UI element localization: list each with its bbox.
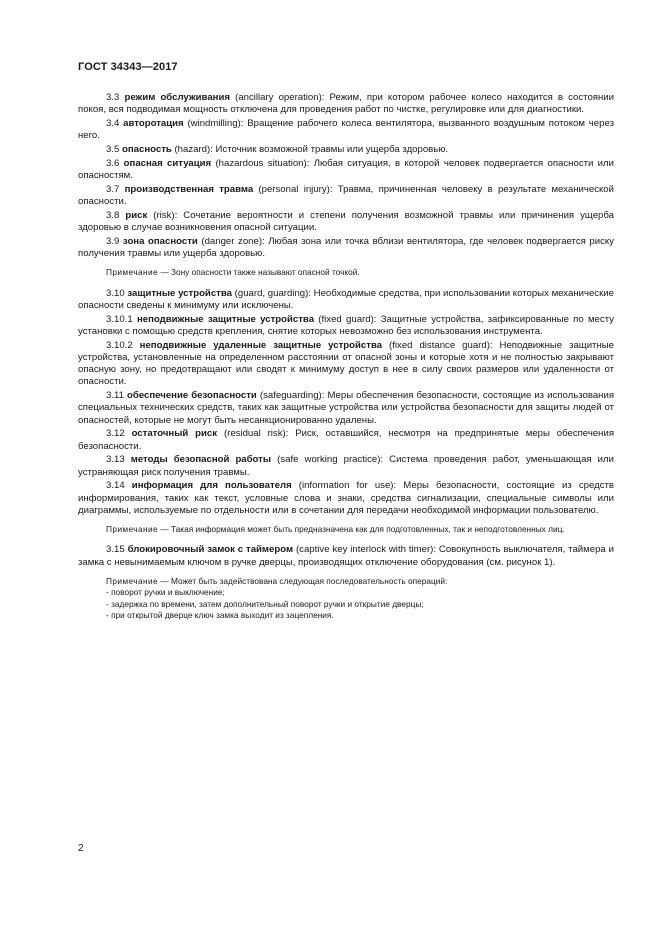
definition-number: 3.8 [106,209,120,221]
note-list-item: - поворот ручки и выключение; [106,587,225,598]
term: информация для пользователя [131,480,292,492]
term: методы безопасной работы [130,454,272,466]
definition-3-12 [78,428,614,452]
page-header-title: ГОСТ 34343—2017 [78,61,178,73]
note-sequence [78,576,614,622]
definition-3-15 [78,544,614,568]
definition-number: 3.10.1 [106,313,133,325]
definition-number: 3.12 [106,428,125,440]
definition-text: (safeguarding): Меры обеспечения безопасности, состоящие из использования специальных технических средств, таких как защитные устройства или устройства безопасности для защиты людей от опасностей, которые не могут быть несанкционированно удалены. [78,390,615,426]
note-list-item: - при открытой дверце ключ замка выходит из зацепления. [106,610,334,621]
definition-number: 3.11 [106,390,124,402]
note-label: Примечание [106,523,159,534]
definition-3-10 [78,288,614,312]
note-information [78,524,614,536]
definition-3-11 [78,390,614,427]
definition-text: (safe working practice): Система проведения работ, уменьшающая или устраняющая риск получения травмы. [78,454,614,478]
definition-3-10-1 [78,314,614,338]
definition-3-3 [78,92,614,116]
definition-3-13 [78,454,614,478]
definition-number: 3.10 [106,287,125,299]
term: зона опасности [122,235,198,247]
definition-text: (residual risk): Риск, оставшийся, несмотря на предпринятые меры обеспечения безопасности. [78,428,615,452]
definition-text: (guard, guarding): Необходимые средства, при использовании которых механические опасности сведены к минимуму или исключены. [78,287,614,311]
term: неподвижные удаленные защитные устройства [139,339,383,351]
definition-number: 3.3 [106,92,120,103]
definition-text: (captive key interlock with timer): Совокупность выключателя, таймера и замка с невынимаемым ключом в ручке дверцы, производящих отключение оборудования (см. рисунок 1). [78,544,615,568]
term: защитные устройства [127,287,232,299]
note-danger-zone [78,267,614,279]
definition-text: (risk): Сочетание вероятности и степени получения возможной травмы или причинения ущерба здоровью в случае возникновения опасной ситуации. [78,209,614,233]
note-list-item: - задержка по времени, затем дополнительный поворот ручки и открытие дверцы; [106,598,424,609]
definition-3-9 [78,236,614,260]
definition-text: (hazardous situation): Любая ситуация, в которой человек подвергается опасности или опасностям. [78,157,614,181]
term: режим обслуживания [124,92,230,103]
definition-3-4 [78,118,614,142]
definition-text: (windmilling): Вращение рабочего колеса вентилятора, вызванного воздушным потоком через него. [78,118,614,142]
note-text: Зону опасности также называют опасной точкой. [170,267,360,278]
note-dash: — [158,575,171,586]
term: производственная травма [124,183,254,195]
term: авторотация [123,118,184,129]
definition-text: (hazard): Источник возможной травмы или ущерба здоровью. [171,144,449,155]
definition-3-14 [78,480,614,517]
term: неподвижные защитные устройства [136,313,315,325]
term: обеспечение безопасности [127,390,257,402]
definition-text: (personal injury): Травма, причиненная человеку в результате механической опасности. [78,183,614,207]
definition-number: 3.7 [106,183,120,195]
definition-number: 3.14 [106,480,125,492]
definition-text: (danger zone): Любая зона или точка вблизи вентилятора, где человек подвергается риску получения травмы или ущерба здоровью. [78,235,614,259]
definition-3-6 [78,158,614,182]
note-label: Примечание [106,575,159,586]
note-label: Примечание [106,267,159,278]
definition-text: (fixed distance guard): Неподвижные защитные устройства, установленные на определенном расстоянии от опасной зоны и которые хотя и не полностью закрывают опасную зону, но предотвращают или сводят к минимуму доступ в нее в силу своих размеров или удаленности от опасности. [78,339,614,388]
note-text: Может быть задействована следующая последовательность операций: [170,575,448,586]
definition-3-7 [78,184,614,208]
definition-3-8 [78,210,614,234]
definition-3-10-2 [78,340,614,389]
definition-number: 3.15 [106,544,125,556]
definition-3-5 [78,144,614,156]
term: опасная ситуация [123,157,212,169]
definition-number: 3.5 [106,144,120,155]
note-text: Такая информация может быть предназначена как для подготовленных, так и неподготовленных лиц. [170,523,565,534]
page-number: 2 [78,843,84,854]
definition-number: 3.13 [106,454,125,466]
note-dash: — [158,267,171,278]
definition-number: 3.10.2 [106,339,133,351]
document-body [78,92,614,631]
note-dash: — [158,523,171,534]
definition-number: 3.4 [106,118,120,129]
term: опасность [122,144,172,155]
definition-number: 3.9 [106,235,120,247]
definition-text: (fixed guard): Защитные устройства, зафиксированные по месту установки с помощью средств крепления, снятие которых невозможно без использования инструмента. [78,313,614,337]
definition-text: (information for use): Меры безопасности, состоящие из средств информирования, таких как текст, условные слова и знаки, средства сигнализации, специальные символы или диаграммы, используемые по отдельности или в сочетании для передачи необходимой информации пользователю. [78,480,614,516]
term: риск [125,209,148,221]
definition-number: 3.6 [106,157,120,169]
definition-text: (ancillary operation): Режим, при котором рабочее колесо находится в состоянии покоя, вся подводимая мощность отключена для проведения работ по чистке, регулировке или для диагностики. [78,92,615,116]
term: блокировочный замок с таймером [127,544,294,556]
term: остаточный риск [131,428,218,440]
